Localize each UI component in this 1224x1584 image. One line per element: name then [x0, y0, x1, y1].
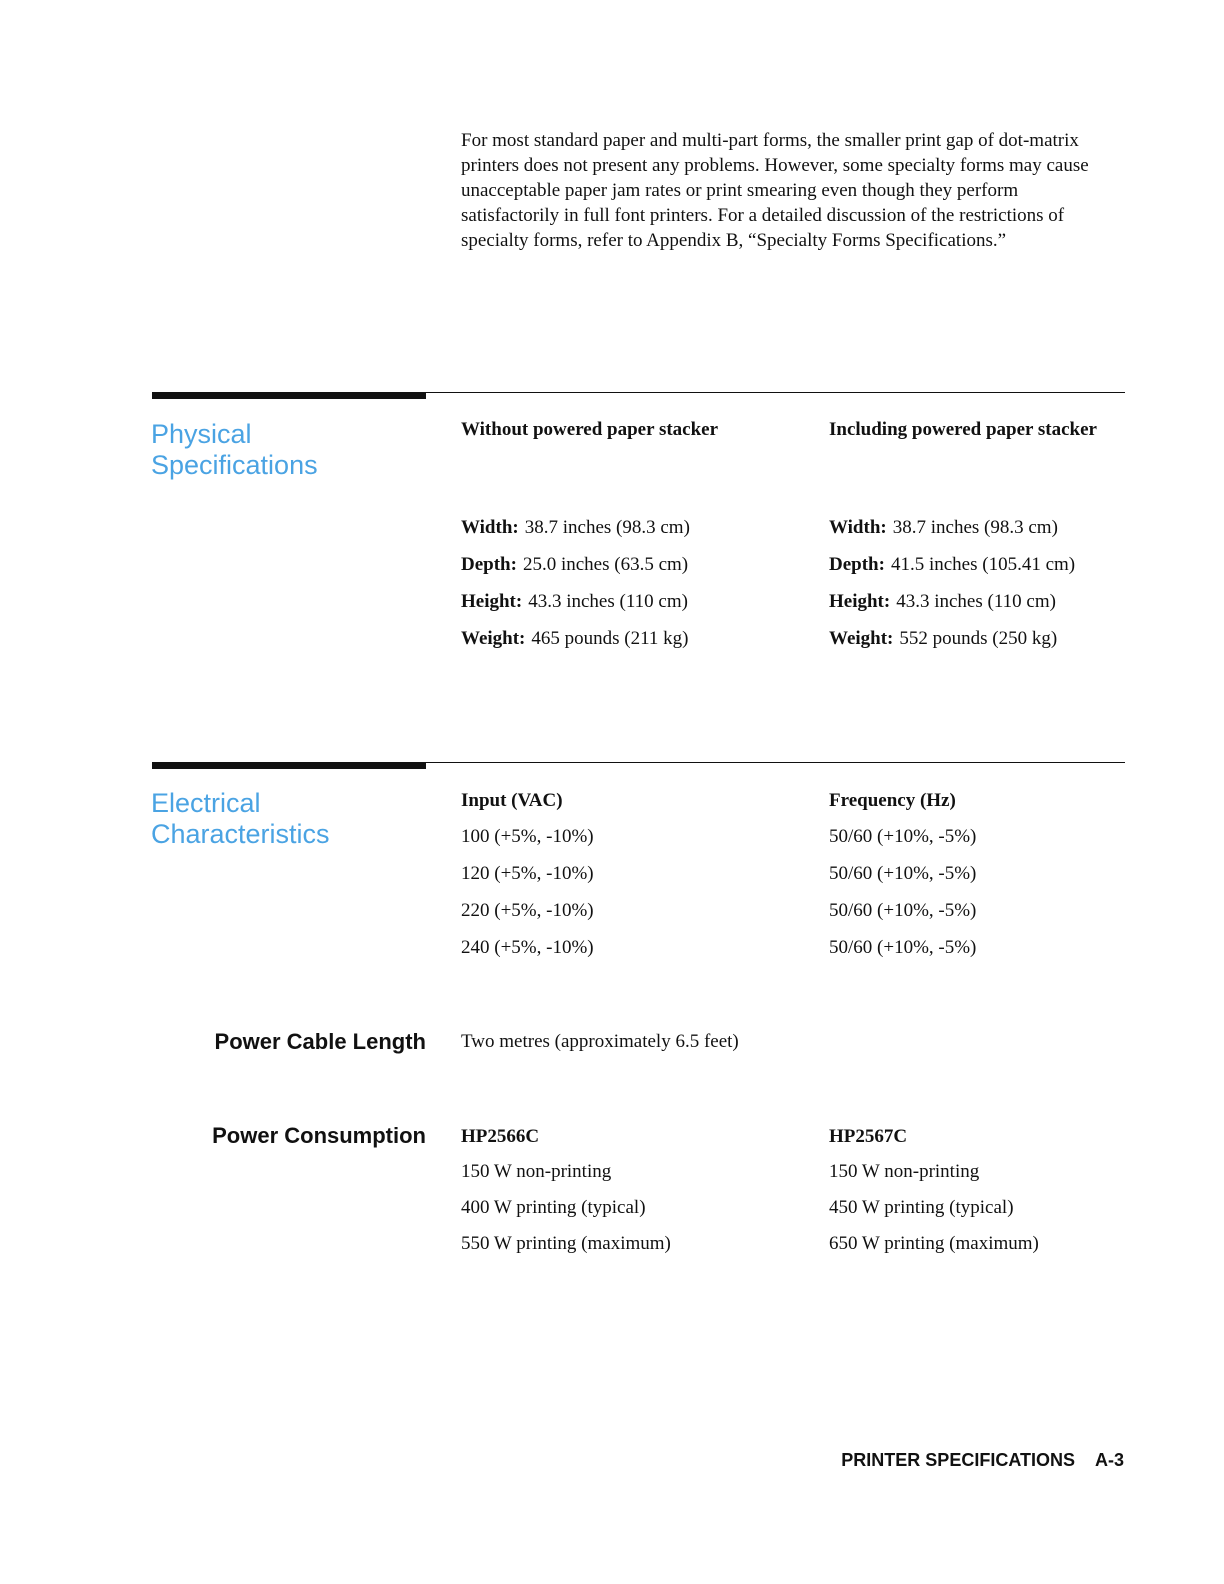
consumption-row: 550 W printing (maximum) [461, 1233, 671, 1254]
spec-value: 43.3 inches (110 cm) [896, 591, 1056, 612]
power-cable-length-text: Two metres (approximately 6.5 feet) [461, 1031, 739, 1052]
title-line: Physical [151, 419, 252, 449]
electrical-characteristics-title [151, 788, 330, 850]
frequency-row: 50/60 (+10%, -5%) [829, 826, 977, 847]
page-footer [841, 1450, 1124, 1471]
section-rule-thick [152, 762, 426, 769]
spec-label: Weight: [829, 628, 894, 649]
spec-row [829, 554, 1075, 576]
physical-col2-heading: Including powered paper stacker [829, 419, 1097, 440]
consumption-row: 450 W printing (typical) [829, 1197, 1014, 1218]
title-line: Electrical [151, 788, 261, 818]
power-consumption-heading: Power Consumption [212, 1123, 426, 1148]
physical-specifications-title [151, 419, 318, 481]
spec-label: Weight: [461, 628, 526, 649]
input-row: 120 (+5%, -10%) [461, 863, 594, 884]
input-row: 240 (+5%, -10%) [461, 937, 594, 958]
physical-col1-heading: Without powered paper stacker [461, 419, 719, 440]
spec-label: Height: [829, 591, 891, 612]
spec-label: Depth: [461, 554, 517, 575]
electrical-col2-heading: Frequency (Hz) [829, 790, 956, 811]
section-rule-thick [152, 392, 426, 399]
spec-value: 38.7 inches (98.3 cm) [892, 517, 1058, 538]
frequency-row: 50/60 (+10%, -5%) [829, 937, 977, 958]
hp2566c-heading: HP2566C [461, 1126, 540, 1147]
input-row: 220 (+5%, -10%) [461, 900, 594, 921]
consumption-row: 650 W printing (maximum) [829, 1233, 1039, 1254]
spec-label: Width: [829, 517, 887, 538]
input-row: 100 (+5%, -10%) [461, 826, 594, 847]
title-line: Specifications [151, 450, 318, 480]
spec-label: Height: [461, 591, 523, 612]
spec-row [461, 517, 690, 539]
spec-value: 25.0 inches (63.5 cm) [522, 554, 689, 575]
spec-row [829, 628, 1057, 650]
frequency-row: 50/60 (+10%, -5%) [829, 863, 977, 884]
page-number: A-3 [1094, 1450, 1124, 1470]
hp2567c-heading: HP2567C [829, 1126, 908, 1147]
consumption-row: 150 W non-printing [829, 1161, 980, 1182]
footer-title: PRINTER SPECIFICATIONS [841, 1450, 1075, 1470]
spec-row [461, 591, 688, 613]
spec-value: 38.7 inches (98.3 cm) [524, 517, 690, 538]
spec-row [461, 554, 688, 576]
spec-row [829, 591, 1056, 613]
spec-row [461, 628, 688, 650]
spec-label: Width: [461, 517, 519, 538]
electrical-col1-heading: Input (VAC) [461, 790, 563, 811]
consumption-row: 400 W printing (typical) [461, 1197, 646, 1218]
spec-value: 552 pounds (250 kg) [899, 628, 1058, 649]
spec-value: 43.3 inches (110 cm) [528, 591, 688, 612]
consumption-row: 150 W non-printing [461, 1161, 612, 1182]
frequency-row: 50/60 (+10%, -5%) [829, 900, 977, 921]
title-line: Characteristics [151, 819, 330, 849]
spec-row [829, 517, 1058, 539]
spec-label: Depth: [829, 554, 885, 575]
intro-paragraph: For most standard paper and multi-part forms, the smaller print gap of dot-matrix printers does not present any problems. However, some specialty forms may cause unacceptable paper jam rates or print smearing even though they perform satisfactorily in full font printers. For a detailed discussion of the restrictions of specialty forms, refer to Appendix B, “Specialty Forms Specifications.” [461, 130, 1089, 251]
power-cable-length-heading: Power Cable Length [214, 1029, 426, 1054]
spec-value: 465 pounds (211 kg) [531, 628, 689, 649]
spec-value: 41.5 inches (105.41 cm) [890, 554, 1076, 575]
